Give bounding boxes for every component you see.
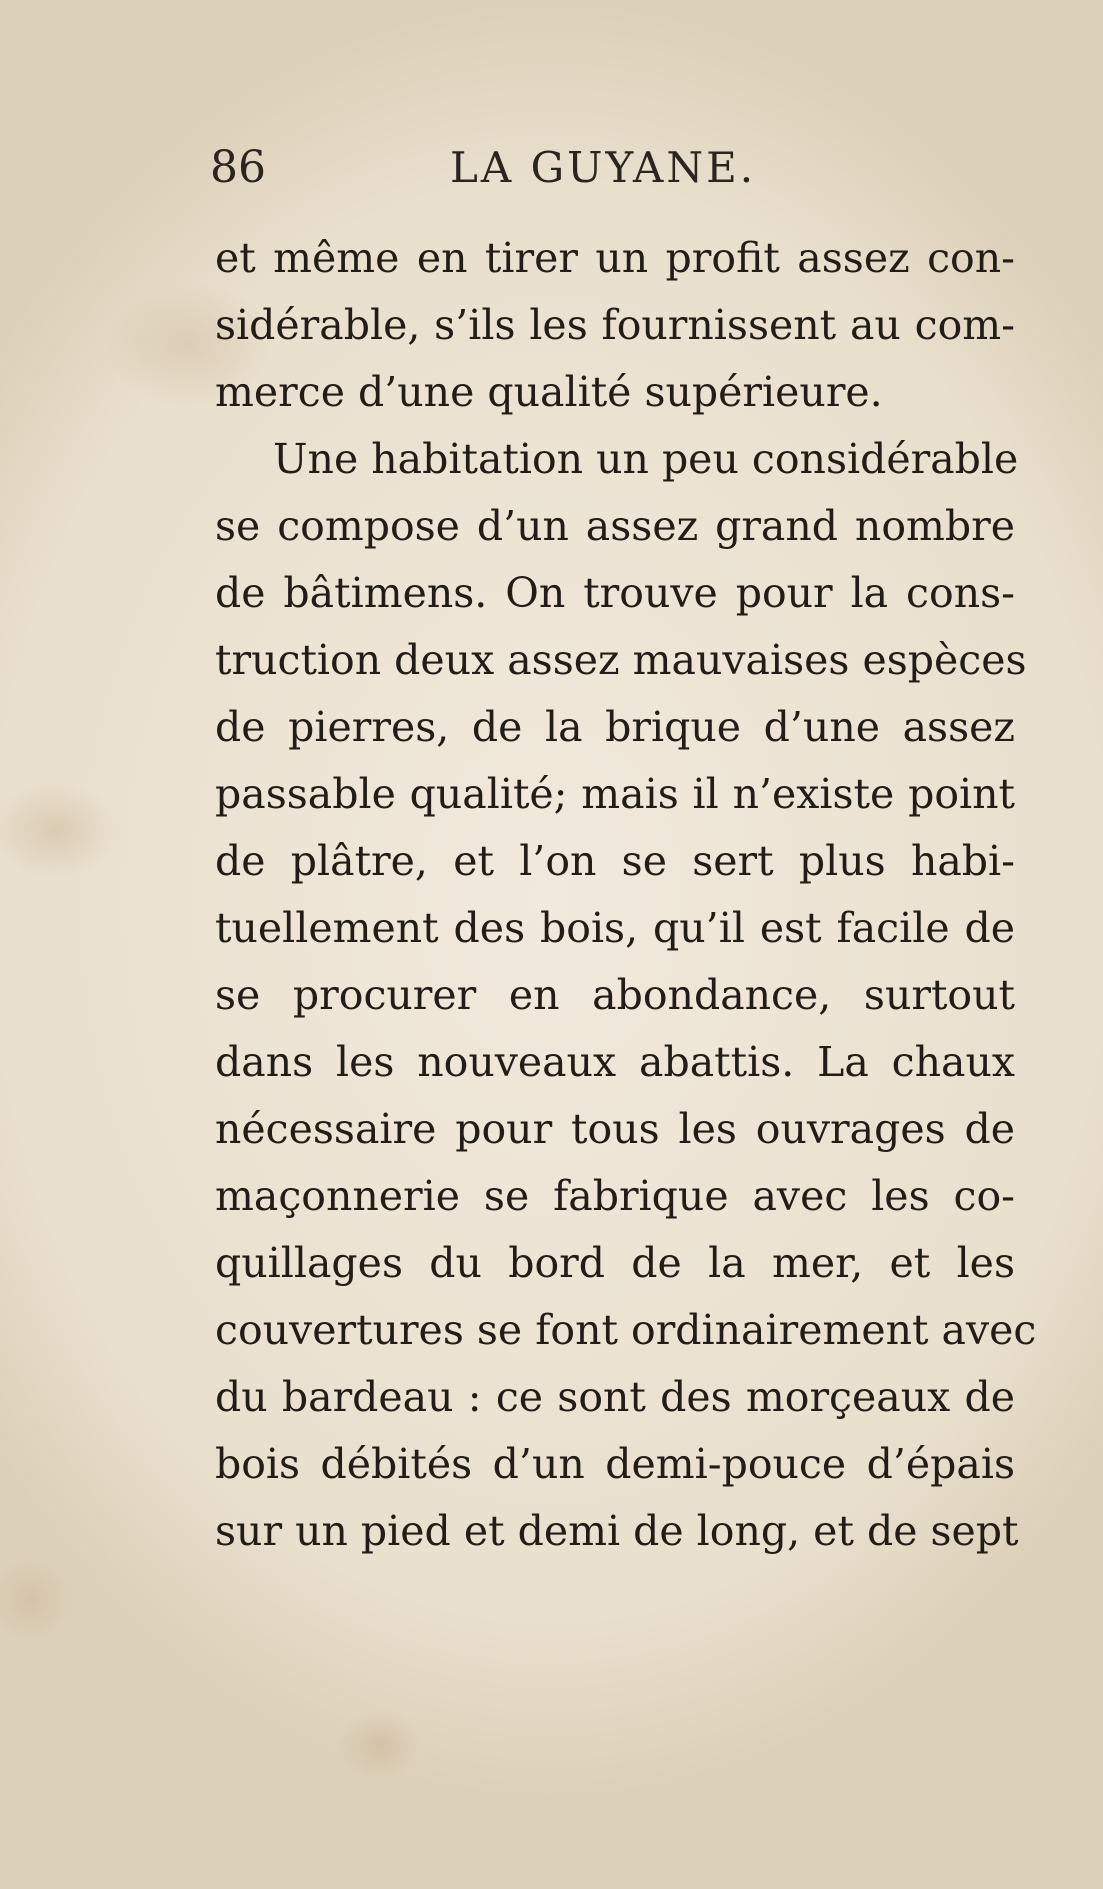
text-line: sidérable, s’ils les fournissent au com- (215, 301, 1015, 349)
text-line: sur un pied et demi de long, et de sept (215, 1507, 1019, 1555)
text-line: de plâtre, et l’on se sert plus habi- (215, 837, 1015, 885)
running-title: LA GUYANE. (450, 143, 757, 192)
text-line: et même en tirer un profit assez con- (215, 234, 1015, 282)
text-line: merce d’une qualité supérieure. (215, 368, 883, 416)
paragraph-start-line: Une habitation un peu considérable (273, 435, 1019, 483)
page-number: 86 (210, 142, 266, 193)
text-line: quillages du bord de la mer, et les (215, 1239, 1015, 1287)
text-line: tuellement des bois, qu’il est facile de (215, 904, 1015, 952)
body-text (215, 225, 1037, 1565)
text-line: dans les nouveaux abattis. La chaux (215, 1038, 1015, 1086)
page-header (210, 138, 1030, 198)
text-line: truction deux assez mauvaises espèces (215, 636, 1027, 684)
text-line: nécessaire pour tous les ouvrages de (215, 1105, 1015, 1153)
text-line: du bardeau : ce sont des morçeaux de (215, 1373, 1015, 1421)
text-line: couvertures se font ordinairement avec (215, 1306, 1037, 1354)
text-line: passable qualité; mais il n’existe point (215, 770, 1015, 818)
text-line: maçonnerie se fabrique avec les co- (215, 1172, 1015, 1220)
text-line: bois débités d’un demi-pouce d’épais (215, 1440, 1015, 1488)
text-line: se procurer en abondance, surtout (215, 971, 1015, 1019)
text-line: de bâtimens. On trouve pour la cons- (215, 569, 1015, 617)
text-line: se compose d’un assez grand nombre (215, 502, 1015, 550)
text-line: de pierres, de la brique d’une assez (215, 703, 1015, 751)
